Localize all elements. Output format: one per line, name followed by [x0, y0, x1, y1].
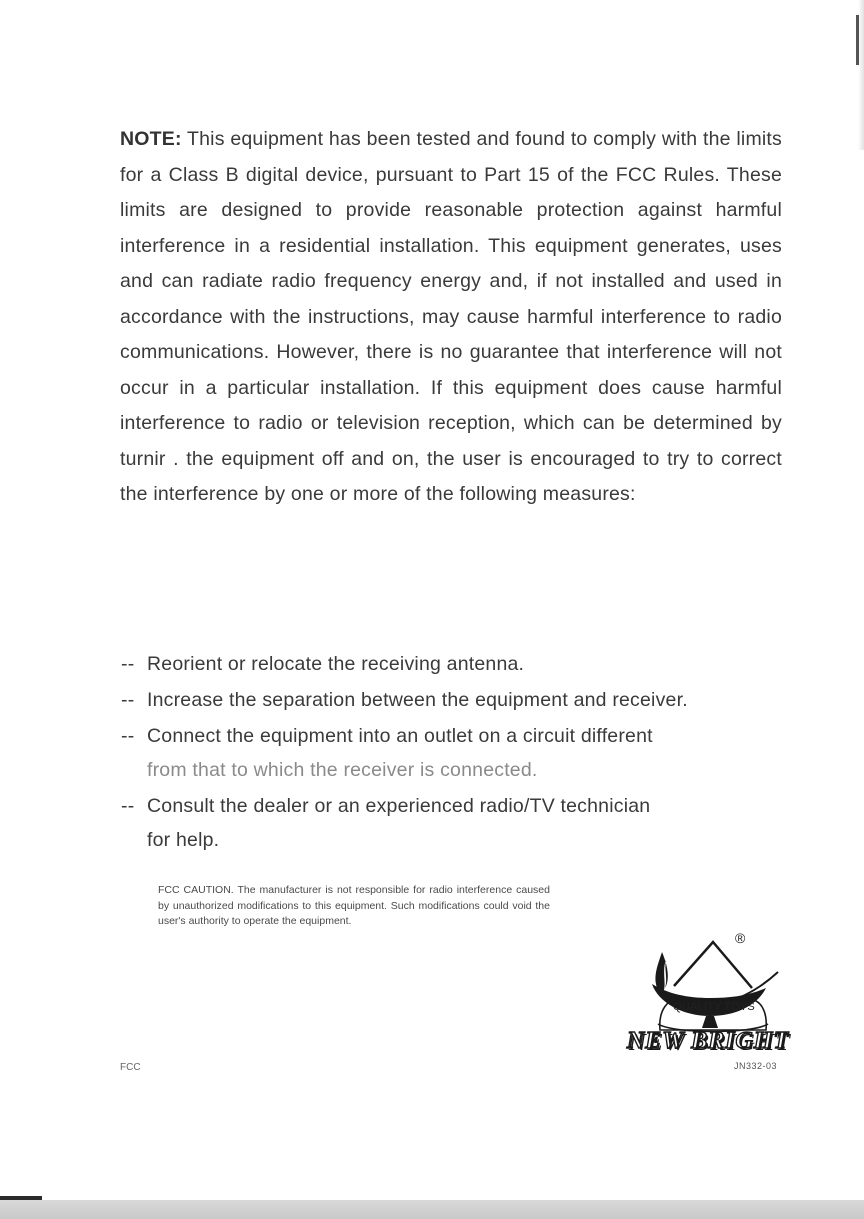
list-item: [121, 719, 801, 787]
note-text: This equipment has been tested and found to comply with the limits for a Class B digital device, pursuant to Part 15 of the FCC Rules. These limits are designed to provide reasonable protection against harmful interference in a residential installation. This equipment generates, uses and can radiate radio frequency energy and, if not installed and used in accordance with the instructions, may cause harmful interference to radio communications. However, there is no guarantee that interference will not occur in a particular installation. If this equipment does cause harmful interference to radio or television reception, which can be determined by turnir . the equipment off and on, the user is encouraged to try to correct the interference by one or more of the following measures:: [120, 128, 782, 505]
measure-text: Reorient or relocate the receiving antenna.: [147, 653, 525, 675]
fcc-footer-label: FCC: [120, 1062, 141, 1073]
measures-list: [121, 647, 801, 859]
list-dash: --: [121, 689, 135, 711]
measure-text: Connect the equipment into an outlet on a circuit different: [147, 725, 653, 747]
list-item: [121, 647, 801, 681]
note-label: NOTE:: [120, 128, 182, 150]
page-bottom-edge: [0, 1200, 864, 1219]
measure-text-continued: from that to which the receiver is connected.: [147, 759, 538, 781]
list-dash: --: [121, 725, 135, 747]
brand-logo-icon: [618, 912, 798, 1082]
list-item: [121, 789, 801, 857]
quality-toys-label: QUALITY TOYS: [673, 1001, 755, 1013]
fcc-note-paragraph: [120, 122, 782, 513]
brand-name-logo-text: NEW BRIGHT: [626, 1028, 790, 1054]
list-item: [121, 683, 801, 717]
measure-text: Consult the dealer or an experienced radio/TV technician: [147, 795, 651, 817]
model-code: JN332-03: [734, 1061, 778, 1071]
list-dash: --: [121, 653, 135, 675]
measure-text-continued: for help.: [147, 829, 220, 851]
registered-mark: ®: [735, 930, 746, 946]
scan-edge-mark: [856, 15, 859, 65]
list-dash: --: [121, 795, 135, 817]
measure-text: Increase the separation between the equipment and receiver.: [147, 689, 688, 711]
fcc-caution-text: FCC CAUTION. The manufacturer is not responsible for radio interference caused by unauthorized modifications to this equipment. Such modifications could void the user's authority to operate the equipment.: [158, 884, 550, 927]
